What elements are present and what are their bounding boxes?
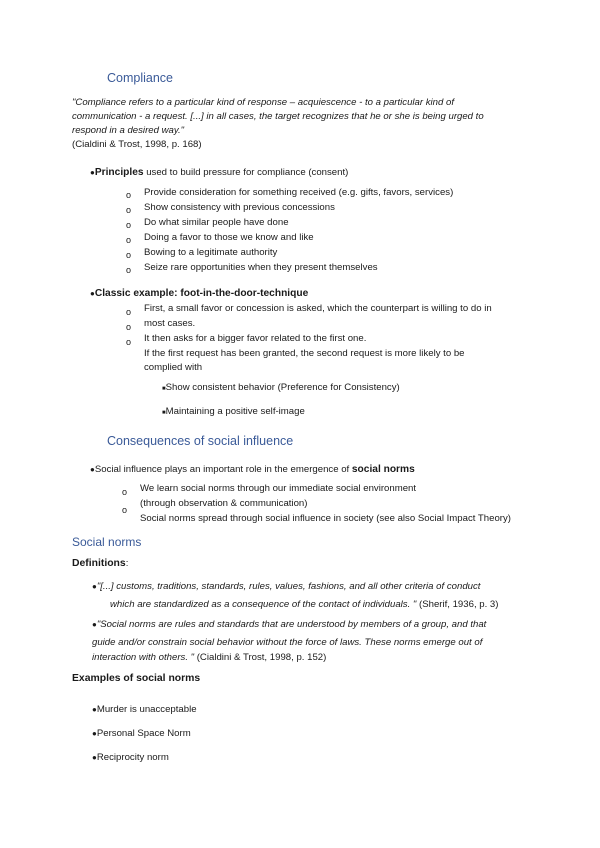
def1-text: "[...] customs, traditions, standards, rules, values, fashions, and all other criteria of conduct	[96, 581, 481, 592]
examples-heading: Examples of social norms	[72, 673, 201, 684]
def2-text: "Social norms are rules and standards that are understood by members of a group, and that	[96, 619, 487, 630]
sub-item	[162, 381, 400, 396]
classic-line: most cases.	[144, 318, 196, 329]
consequences-intro	[90, 463, 415, 477]
principles-text: used to build pressure for compliance (consent)	[143, 167, 349, 178]
classic-example-item	[90, 283, 308, 301]
sub-item-text: Show consistent behavior (Preference for Consistency)	[165, 382, 400, 393]
quote-line: "Compliance refers to a particular kind of response – acquiescence - to a particular kind of	[72, 97, 455, 108]
consequence-line: Social norms spread through social influence in society (see also Social Impact Theory)	[140, 513, 511, 524]
bullet-icon: ●	[92, 729, 97, 738]
def1-citation: (Sherif, 1936, p. 3)	[416, 599, 499, 610]
circle-bullet-icon: o	[126, 235, 132, 245]
list-item: Do what similar people have done	[144, 217, 289, 228]
circle-bullet-icon: o	[122, 487, 128, 497]
definitions-colon: :	[125, 558, 129, 569]
bullet-icon: ●	[92, 582, 97, 591]
list-item: Show consistency with previous concessions	[144, 202, 335, 213]
example-text: Murder is unacceptable	[96, 704, 197, 715]
definition-2-line-1	[92, 618, 486, 632]
social-norms-heading: Social norms	[72, 535, 142, 549]
consequence-line: (through observation & communication)	[140, 498, 308, 509]
circle-bullet-icon: o	[126, 265, 132, 275]
circle-bullet-icon: o	[126, 190, 132, 200]
classic-line: First, a small favor or concession is asked, which the counterpart is willing to do in	[144, 303, 492, 314]
def1-text: which are standardized as a consequence of the contact of individuals. "	[110, 599, 417, 610]
principles-label: Principles	[94, 167, 144, 178]
quote-line: respond in a desired way."	[72, 125, 185, 136]
intro-text: Social influence plays an important role in the emergence of	[94, 464, 352, 475]
classic-line: It then asks for a bigger favor related to the first one.	[144, 333, 367, 344]
circle-bullet-icon: o	[126, 250, 132, 260]
classic-line: complied with	[144, 362, 203, 373]
quote-citation: (Cialdini & Trost, 1998, p. 168)	[72, 139, 202, 150]
consequence-line: We learn social norms through our immediate social environment	[140, 483, 417, 494]
classic-label: Classic example: foot-in-the-door-technique	[94, 288, 309, 299]
definition-2-line-2: guide and/or constrain social behavior without the force of laws. These norms emerge out of	[92, 637, 483, 648]
example-text: Reciprocity norm	[96, 752, 169, 763]
circle-bullet-icon: o	[126, 337, 132, 347]
bullet-icon: ■	[162, 386, 166, 392]
bullet-icon: ●	[90, 168, 95, 177]
bullet-icon: ■	[162, 410, 166, 416]
list-item: Provide consideration for something received (e.g. gifts, favors, services)	[144, 187, 454, 198]
bullet-icon: ●	[92, 620, 97, 629]
definitions-row	[72, 553, 128, 571]
sub-item-text: Maintaining a positive self-image	[165, 406, 305, 417]
circle-bullet-icon: o	[126, 220, 132, 230]
compliance-heading: Compliance	[107, 71, 174, 85]
example-item	[92, 703, 197, 717]
circle-bullet-icon: o	[126, 307, 132, 317]
definition-2-line-3	[92, 651, 326, 665]
definition-1-line-1	[92, 580, 480, 594]
bullet-icon: ●	[92, 705, 97, 714]
classic-line: If the first request has been granted, the second request is more likely to be	[144, 348, 465, 359]
bullet-icon: ●	[92, 753, 97, 762]
consequences-heading: Consequences of social influence	[107, 434, 294, 448]
intro-bold: social norms	[351, 464, 415, 475]
def2-citation: (Cialdini & Trost, 1998, p. 152)	[194, 652, 327, 663]
example-item	[92, 751, 169, 765]
list-item: Seize rare opportunities when they present themselves	[144, 262, 378, 273]
example-text: Personal Space Norm	[96, 728, 191, 739]
example-item	[92, 727, 191, 741]
bullet-icon: ●	[90, 465, 95, 474]
definitions-label: Definitions	[72, 558, 126, 569]
bullet-icon: ●	[90, 289, 95, 298]
principles-item	[90, 166, 348, 180]
list-item: Bowing to a legitimate authority	[144, 247, 278, 258]
quote-line: communication - a request. [...] in all cases, the target recognizes that he or she is being urged to	[72, 111, 484, 122]
list-item: Doing a favor to those we know and like	[144, 232, 314, 243]
sub-item	[162, 405, 305, 420]
circle-bullet-icon: o	[126, 205, 132, 215]
circle-bullet-icon: o	[126, 322, 132, 332]
definition-1-line-2	[110, 598, 498, 612]
def2-text: interaction with others. "	[92, 652, 195, 663]
circle-bullet-icon: o	[122, 505, 128, 515]
